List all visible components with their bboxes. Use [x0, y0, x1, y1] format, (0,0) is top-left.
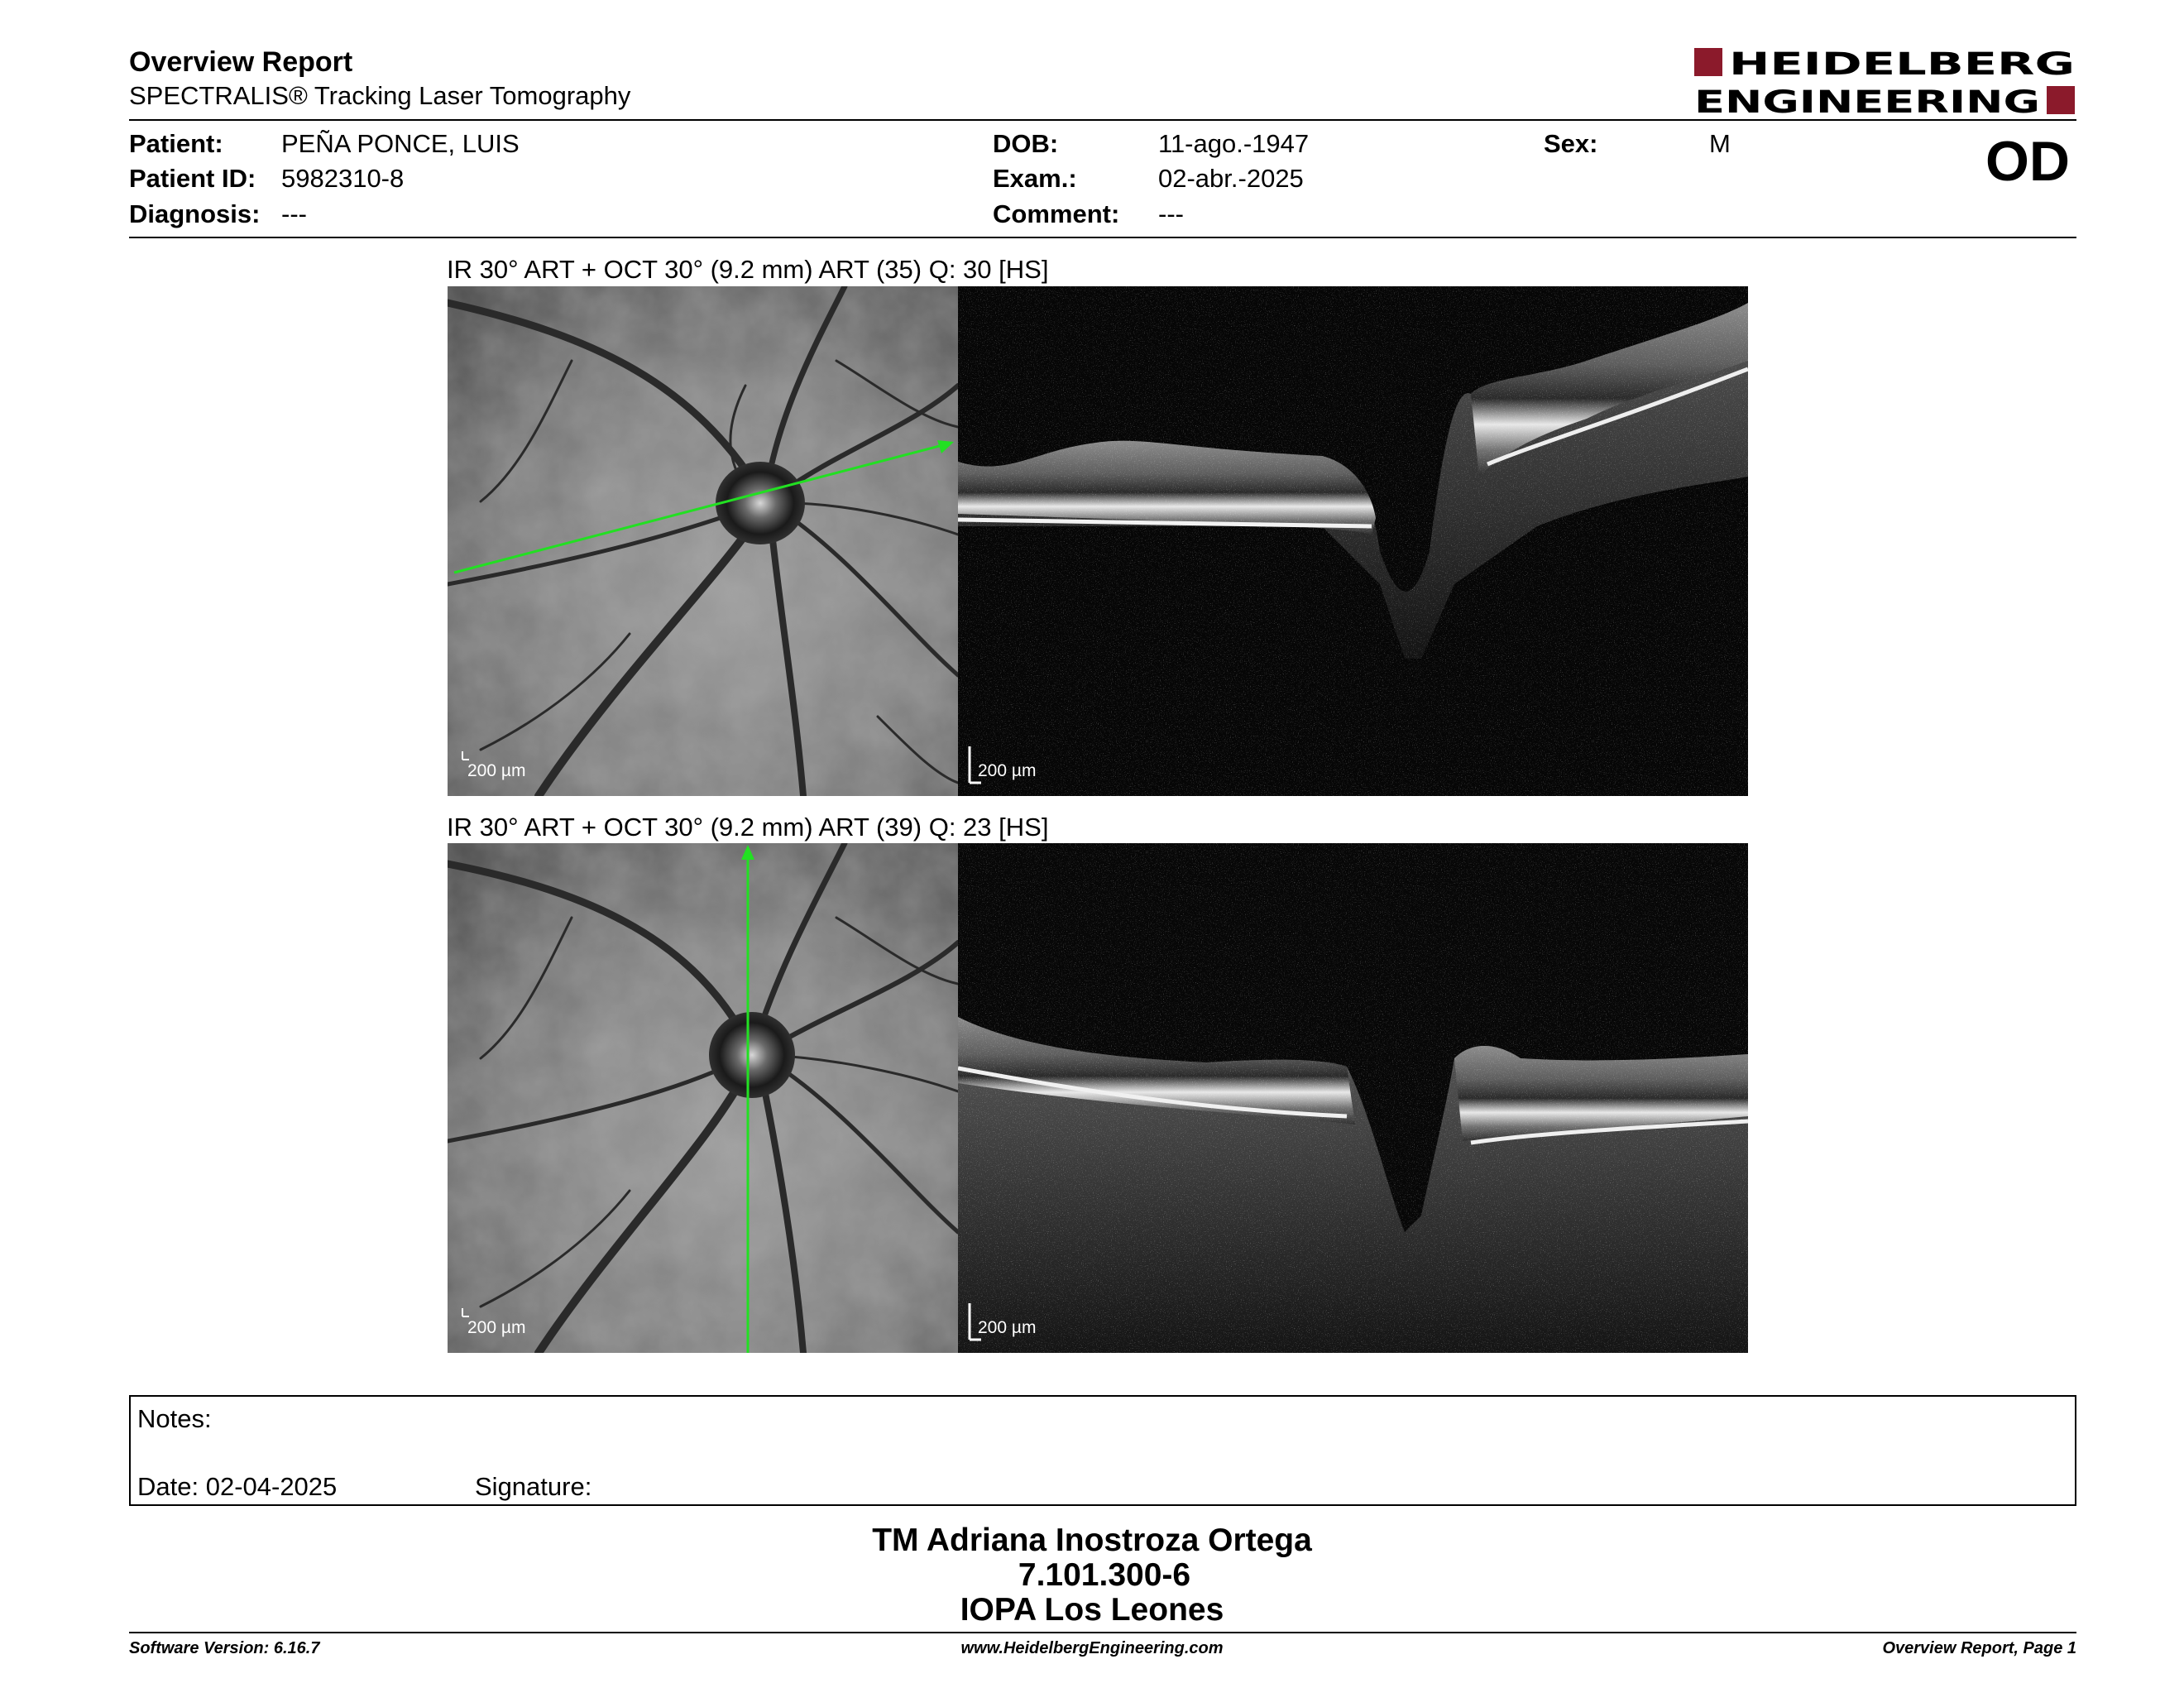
exam-label: Exam.:: [993, 164, 1077, 193]
scan1-oct-scale: 200 µm: [978, 761, 1037, 780]
patient-divider: [129, 237, 2076, 238]
page-indicator: Overview Report, Page 1: [1882, 1639, 2076, 1657]
sex-value: M: [1709, 129, 1731, 158]
patient-id-label: Patient ID:: [129, 164, 256, 193]
header-divider: [129, 119, 2076, 121]
diagnosis-label: Diagnosis:: [129, 199, 261, 228]
scan1-fundus-scale: 200 µm: [467, 761, 526, 780]
dob-label: DOB:: [993, 129, 1059, 158]
scan1-fundus-image[interactable]: [448, 286, 958, 796]
scan2-fundus-image[interactable]: [448, 843, 958, 1353]
scan1-oct-bscan[interactable]: [958, 286, 1748, 796]
signer-rut: 7.101.300-6: [1018, 1557, 1191, 1593]
report-subtitle: SPECTRALIS® Tracking Laser Tomography: [129, 81, 631, 110]
signer-name: TM Adriana Inostroza Ortega: [872, 1523, 1312, 1558]
optic-disc: [716, 462, 805, 544]
scan2-oct-scale: 200 µm: [978, 1318, 1037, 1337]
software-version: Software Version: 6.16.7: [129, 1639, 320, 1657]
scan1-caption: IR 30° ART + OCT 30° (9.2 mm) ART (35) Q: 30 [HS]: [447, 255, 1049, 284]
comment-label: Comment:: [993, 199, 1120, 228]
eye-indicator: OD: [1985, 130, 2070, 193]
dob-value: 11-ago.-1947: [1158, 129, 1310, 158]
logo-square-top: [1694, 48, 1722, 76]
patient-label: Patient:: [129, 129, 223, 158]
sex-label: Sex:: [1544, 129, 1598, 158]
comment-value: ---: [1158, 199, 1184, 228]
footer-divider: [129, 1632, 2076, 1633]
scan2-fundus-scale: 200 µm: [467, 1318, 526, 1337]
website-link[interactable]: www.HeidelbergEngineering.com: [960, 1639, 1224, 1657]
logo-line1: HEIDELBERG: [1729, 46, 2075, 82]
patient-name: PEÑA PONCE, LUIS: [281, 129, 520, 158]
logo-line2: ENGINEERING: [1694, 84, 2040, 116]
notes-label: Notes:: [137, 1404, 212, 1433]
notes-box[interactable]: [129, 1395, 2076, 1506]
scan2-oct-bscan[interactable]: [958, 843, 1748, 1353]
signature-label: Signature:: [475, 1472, 592, 1501]
logo-square-bottom: [2047, 86, 2075, 114]
optic-disc: [709, 1012, 795, 1098]
diagnosis-value: ---: [281, 199, 307, 228]
report-title: Overview Report: [129, 46, 353, 78]
notes-date: Date: 02-04-2025: [137, 1472, 338, 1501]
heidelberg-logo: [1694, 46, 2076, 116]
signer-institution: IOPA Los Leones: [960, 1592, 1224, 1628]
exam-value: 02-abr.-2025: [1158, 164, 1304, 193]
patient-id: 5982310-8: [281, 164, 405, 193]
scan2-caption: IR 30° ART + OCT 30° (9.2 mm) ART (39) Q: 23 [HS]: [447, 813, 1049, 842]
